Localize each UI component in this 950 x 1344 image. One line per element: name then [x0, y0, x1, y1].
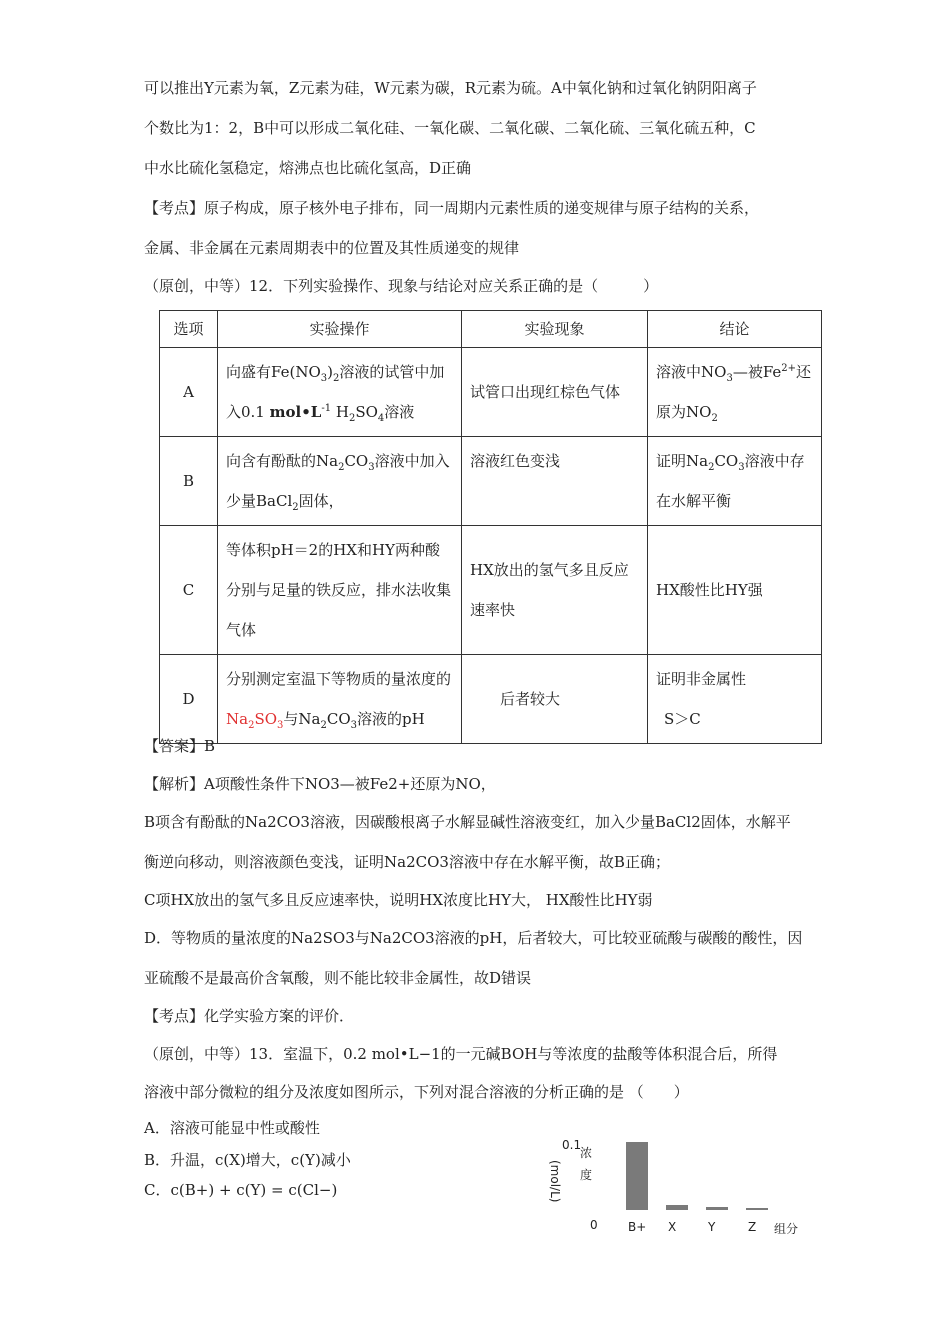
operation-c: 等体积pH＝2的HX和HY两种酸分别与足量的铁反应，排水法收集气体 — [218, 526, 462, 655]
question-13-line-2: 溶液中部分微粒的组分及浓度如图所示，下列对混合溶液的分析正确的是 （ ） — [144, 1083, 689, 1101]
question-13-line-1: （原创，中等）13．室温下，0.2 mol•L−1的一元碱BOH与等浓度的盐酸等体积混合后，所得 — [144, 1045, 778, 1063]
table-header-row — [160, 311, 822, 348]
header-operation: 实验操作 — [218, 311, 462, 348]
bar-chart — [540, 1130, 820, 1240]
question-12: （原创，中等）12．下列实验操作、现象与结论对应关系正确的是（ ） — [144, 277, 659, 295]
table-row-a — [160, 348, 822, 437]
x-tick-2: Y — [708, 1220, 716, 1234]
conclusion-d: 证明非金属性 S＞C — [648, 655, 822, 744]
conclusion-b: 证明$Na_2CO_3$溶液中存在水解平衡 — [648, 437, 822, 526]
x-tick-3: Z — [748, 1220, 757, 1234]
operation-b: 向含有酚酞的$Na_2CO_3$溶液中加入少量BaCl$_2$固体， — [218, 437, 462, 526]
option-d: D — [160, 655, 218, 744]
bar-1 — [666, 1205, 688, 1210]
bar-3 — [746, 1208, 768, 1210]
key-point-2: 金属、非金属在元素周期表中的位置及其性质递变的规律 — [144, 239, 520, 257]
line-1: 可以推出Y元素为氧，Z元素为硅，W元素为碳，R元素为硫。A中氧化钠和过氧化钠阴阳离子 — [144, 79, 757, 97]
choice-c: C．c(B+) + c(Y) = c(Cl−) — [144, 1181, 338, 1199]
table-row-c — [160, 526, 822, 655]
chart-ylabel2: 浓度 — [580, 1146, 593, 1182]
key-point-1: 【考点】原子构成，原子核外电子排布，同一周期内元素性质的递变规律与原子结构的关系， — [144, 199, 760, 217]
option-b: B — [160, 437, 218, 526]
analysis-line-1: 【解析】A项酸性条件下NO3—被Fe2+还原为NO， — [144, 775, 496, 793]
header-conclusion: 结论 — [648, 311, 822, 348]
option-a: A — [160, 348, 218, 437]
bar-0 — [626, 1142, 648, 1210]
operation-d: 分别测定室温下等物质的量浓度的$Na_2SO_3$与$Na_2CO_3$溶液的pH — [218, 655, 462, 744]
table-row-d — [160, 655, 822, 744]
option-c: C — [160, 526, 218, 655]
analysis-line-3: 衡逆向移动，则溶液颜色变浅，证明Na2CO3溶液中存在水解平衡，故B正确； — [144, 853, 670, 871]
analysis-line-6: 亚硫酸不是最高价含氧酸，则不能比较非金属性，故D错误 — [144, 969, 532, 987]
chart-ylabel: (mol/L) — [548, 1160, 562, 1203]
analysis-line-4: C项HX放出的氢气多且反应速率快，说明HX浓度比HY大， HX酸性比HY弱 — [144, 891, 653, 909]
key-point-3: 【考点】化学实验方案的评价． — [144, 1007, 355, 1025]
header-phenomenon: 实验现象 — [462, 311, 648, 348]
line-3: 中水比硫化氢稳定，熔沸点也比硫化氢高，D正确 — [144, 159, 472, 177]
answer: 【答案】B — [144, 737, 216, 755]
chart-origin: 0 — [590, 1218, 598, 1232]
conclusion-c: HX酸性比HY强 — [648, 526, 822, 655]
chart-xlabel: 组分 — [774, 1222, 799, 1236]
chart-ytick: 0.1 — [562, 1138, 582, 1152]
conclusion-a: 溶液中$NO_3—$被$Fe^{2+}$还原为$NO_2$ — [648, 348, 822, 437]
operation-a: 向盛有$Fe(NO_3)_2$溶液的试管中加入0.1 $mol•L^{-1}$ $H_2SO_4$溶液 — [218, 348, 462, 437]
choice-a: A．溶液可能显中性或酸性 — [144, 1119, 320, 1137]
phenomenon-d: 后者较大 — [462, 655, 648, 744]
choice-b: B．升温，c(X)增大，c(Y)减小 — [144, 1151, 351, 1169]
analysis-line-2: B项含有酚酞的Na2CO3溶液，因碳酸根离子水解显碱性溶液变红，加入少量BaCl2固体，水解平 — [144, 813, 791, 831]
analysis-line-5: D．等物质的量浓度的Na2SO3与Na2CO3溶液的pH，后者较大，可比较亚硫酸与碳酸的酸性，因 — [144, 929, 803, 947]
phenomenon-b: 溶液红色变浅 — [462, 437, 648, 526]
x-tick-0: B+ — [628, 1220, 647, 1234]
header-option: 选项 — [160, 311, 218, 348]
x-tick-1: X — [668, 1220, 677, 1234]
phenomenon-a: 试管口出现红棕色气体 — [462, 348, 648, 437]
bar-2 — [706, 1207, 728, 1210]
experiment-table — [159, 310, 822, 744]
phenomenon-c: HX放出的氢气多且反应速率快 — [462, 526, 648, 655]
line-2: 个数比为1：2，B中可以形成二氧化硅、一氧化碳、二氧化碳、二氧化硫、三氧化硫五种，C — [144, 119, 756, 137]
table-row-b — [160, 437, 822, 526]
